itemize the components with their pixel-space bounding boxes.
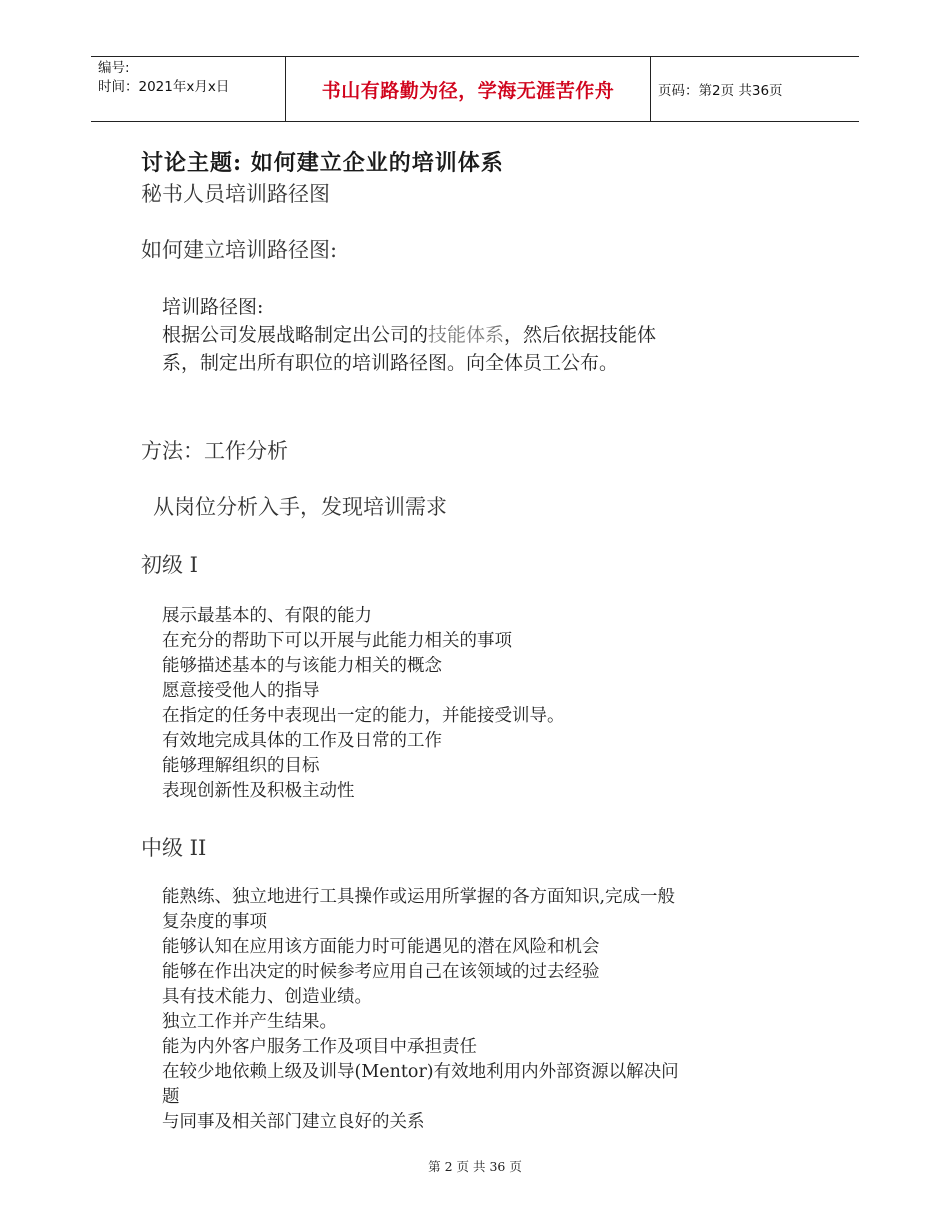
header-divider: [650, 57, 651, 121]
list-item: 在充分的帮助下可以开展与此能力相关的事项: [162, 631, 512, 651]
list-item: 愿意接受他人的指导: [162, 681, 320, 701]
path-text-part2: ，然后依据技能体: [504, 324, 657, 346]
list-item: 展示最基本的、有限的能力: [162, 606, 372, 626]
header-motto: 书山有路勤为径，学海无涯苦作舟: [321, 80, 615, 102]
list-item: 能够在作出决定的时候参考应用自己在该领域的过去经验: [162, 962, 600, 982]
section-how: 如何建立培训路径图:: [141, 238, 338, 262]
header-meta: [98, 59, 229, 97]
list-item: 题: [162, 1087, 180, 1107]
list-item: 能为内外客户服务工作及项目中承担责任: [162, 1037, 477, 1057]
list-item: 能够描述基本的与该能力相关的概念: [162, 656, 442, 676]
header-page-info: 页码：第2页 共36页: [658, 83, 783, 99]
list-item: 表现创新性及积极主动性: [162, 781, 355, 801]
level1-heading: 初级 I: [141, 553, 198, 577]
list-item: 具有技术能力、创造业绩。: [162, 987, 372, 1007]
list-item: 复杂度的事项: [162, 912, 267, 932]
path-text-part1: 根据公司发展战略制定出公司的: [162, 324, 429, 346]
path-text-highlight: 技能体系: [428, 324, 505, 346]
level2-list: [162, 885, 679, 1135]
number-label: 编号:: [98, 60, 130, 76]
page-subtitle: 秘书人员培训路径图: [141, 182, 330, 206]
method-desc: 从岗位分析入手，发现培训需求: [153, 495, 447, 519]
list-item: 有效地完成具体的工作及日常的工作: [162, 731, 442, 751]
page-title: 讨论主题: 如何建立企业的培训体系: [141, 150, 504, 176]
path-heading: 培训路径图:: [162, 296, 264, 318]
path-text-line2: 系，制定出所有职位的培训路径图。向全体员工公布。: [162, 352, 619, 374]
list-item: 在较少地依赖上级及训导(Mentor)有效地利用内外部资源以解决问: [162, 1062, 679, 1082]
list-item: 能够认知在应用该方面能力时可能遇见的潜在风险和机会: [162, 937, 600, 957]
list-item: 能够理解组织的目标: [162, 756, 320, 776]
list-item: 能熟练、独立地进行工具操作或运用所掌握的各方面知识,完成一般: [162, 887, 676, 907]
method-heading: 方法：工作分析: [141, 439, 288, 463]
list-item: 与同事及相关部门建立良好的关系: [162, 1112, 425, 1132]
header-table: [91, 56, 859, 122]
list-item: 独立工作并产生结果。: [162, 1012, 337, 1032]
level2-heading: 中级 II: [141, 836, 207, 860]
path-text-line1: [162, 321, 656, 349]
list-item: 在指定的任务中表现出一定的能力，并能接受训导。: [162, 706, 565, 726]
page-footer: 第 2 页 共 36 页: [428, 1159, 522, 1174]
time-label: 时间：2021年x月x日: [98, 79, 230, 95]
level1-list: [162, 604, 565, 804]
